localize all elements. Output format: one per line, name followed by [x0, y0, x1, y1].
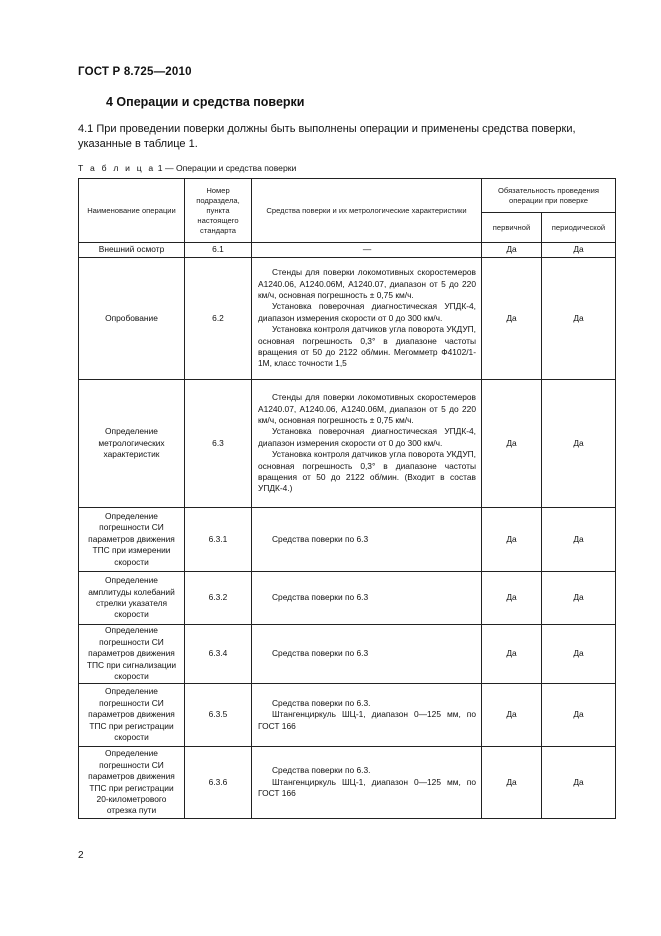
tool-paragraph: Средства поверки по 6.3. — [272, 765, 371, 776]
tool-paragraph: Установка контроля датчиков угла поворота УКДУП, основная погрешность 0,3° в диапазоне частоты вращения от 50 до 2122 об/мин. (Входит в состав УПДК-4.) — [258, 449, 476, 494]
paragraph-4-1: 4.1 При проведении поверки должны быть выполнены операции и применены средства поверки, указанные в таблице 1. — [78, 123, 576, 150]
operation-name-line: Определение — [105, 686, 158, 697]
row-primary-check: Да — [482, 625, 542, 684]
row-section-number: 6.3.5 — [185, 684, 252, 747]
tool-paragraph: Стенды для поверки локомотивных скоростемеров А1240.07, А1240.06, А1240.06М, диапазон от 5 до 220 км/ч, основная погрешность ± 0,75 км/ч. — [258, 392, 476, 425]
tool-paragraph: Средства поверки по 6.3. — [272, 697, 371, 708]
operation-name-line: Определение — [105, 426, 158, 437]
row-section-number: 6.3.2 — [185, 572, 252, 625]
row-section-number: 6.3.1 — [185, 508, 252, 572]
header-tools: Средства поверки и их метрологические характеристики — [252, 179, 482, 243]
table-row — [79, 625, 616, 684]
row-operation-name — [79, 747, 185, 819]
operation-name-line: погрешности СИ параметров движения ТПС при измерении скорости — [88, 522, 175, 567]
tool-paragraph: Средства поверки по 6.3 — [272, 533, 369, 544]
operation-name-line: погрешности СИ параметров движения ТПС при регистрации скорости — [88, 697, 175, 743]
tool-paragraph: Установка контроля датчиков угла поворота УКДУП, основная погрешность 0,3° в диапазоне частоты вращения от 50 до 2122 об/мин. Мегомметр Ф4102/1-1М, класс точности 1,5 — [258, 324, 476, 369]
row-periodic-check: Да — [542, 243, 616, 258]
row-verification-tools — [252, 572, 482, 625]
tool-paragraph: Установка поверочная диагностическая УПДК-4, диапазон измерения скорости от 0 до 300 км/ч. — [258, 301, 476, 323]
table-row — [79, 258, 616, 380]
row-section-number: 6.1 — [185, 243, 252, 258]
header-periodic: периодической — [542, 213, 616, 243]
row-section-number: 6.2 — [185, 258, 252, 380]
document-header: ГОСТ Р 8.725—2010 — [78, 66, 192, 78]
row-operation-name — [79, 625, 185, 684]
row-section-number: 6.3.4 — [185, 625, 252, 684]
row-periodic-check: Да — [542, 625, 616, 684]
row-operation-name — [79, 258, 185, 380]
row-verification-tools — [252, 508, 482, 572]
row-periodic-check: Да — [542, 572, 616, 625]
row-primary-check: Да — [482, 572, 542, 625]
row-section-number: 6.3.6 — [185, 747, 252, 819]
tool-paragraph: Средства поверки по 6.3 — [272, 648, 369, 659]
row-periodic-check: Да — [542, 258, 616, 380]
operation-name-line: Определение — [105, 575, 158, 586]
operation-name-line: Опробование — [105, 312, 158, 323]
section-title: 4 Операции и средства поверки — [106, 95, 305, 109]
row-primary-check: Да — [482, 747, 542, 819]
row-verification-tools — [252, 243, 482, 258]
row-verification-tools — [252, 625, 482, 684]
header-number: Номер подраздела, пункта настоящего стандарта — [185, 179, 252, 243]
tool-paragraph: Средства поверки по 6.3 — [272, 592, 369, 603]
operation-name-line: погрешности СИ параметров движения ТПС при регистрации 20-километрового отрезка пути — [88, 759, 175, 816]
operation-name-line: Определение — [105, 510, 158, 521]
row-verification-tools — [252, 684, 482, 747]
page-number: 2 — [78, 850, 84, 861]
row-operation-name — [79, 243, 185, 258]
table-row — [79, 508, 616, 572]
row-operation-name — [79, 684, 185, 747]
tool-paragraph: Штангенциркуль ШЦ-1, диапазон 0—125 мм, по ГОСТ 166 — [258, 776, 476, 799]
row-section-number: 6.3 — [185, 380, 252, 508]
row-primary-check: Да — [482, 258, 542, 380]
table-row — [79, 572, 616, 625]
operation-name-line: характеристик — [103, 449, 160, 460]
table-caption — [78, 163, 296, 173]
header-primary: первичной — [482, 213, 542, 243]
table-row — [79, 380, 616, 508]
table-caption-prefix: Т а б л и ц а — [78, 163, 156, 173]
row-primary-check: Да — [482, 243, 542, 258]
operations-table — [78, 178, 616, 819]
table-row — [79, 747, 616, 819]
row-operation-name — [79, 572, 185, 625]
row-verification-tools — [252, 380, 482, 508]
header-obligation: Обязательность проведения операции при поверке — [482, 179, 616, 213]
tool-paragraph: Штангенциркуль ШЦ-1, диапазон 0—125 мм, по ГОСТ 166 — [258, 709, 476, 731]
tool-paragraph: Стенды для поверки локомотивных скоростемеров А1240.06, А1240.06М, А1240.07, диапазон от 5 до 220 км/ч, основная погрешность ± 0,75 км/ч. — [258, 267, 476, 300]
table-row — [79, 243, 616, 258]
row-operation-name — [79, 380, 185, 508]
table-row — [79, 684, 616, 747]
operation-name-line: амплитуды колебаний стрелки указателя скорости — [88, 586, 175, 620]
tool-paragraph: — — [362, 244, 372, 255]
row-periodic-check: Да — [542, 508, 616, 572]
operation-name-line: Внешний осмотр — [98, 244, 165, 255]
header-name: Наименование операции — [79, 179, 185, 243]
row-periodic-check: Да — [542, 380, 616, 508]
row-primary-check: Да — [482, 380, 542, 508]
row-verification-tools — [252, 258, 482, 380]
operation-name-line: погрешности СИ параметров движения ТПС при сигнализации скорости — [86, 636, 177, 682]
row-periodic-check: Да — [542, 684, 616, 747]
row-primary-check: Да — [482, 684, 542, 747]
row-operation-name — [79, 508, 185, 572]
table-caption-text: 1 — Операции и средства поверки — [155, 163, 297, 173]
operation-name-line: метрологических — [98, 437, 165, 448]
tool-paragraph: Установка поверочная диагностическая УПДК-4, диапазон измерения скорости от 0 до 300 км/ч. — [258, 426, 476, 448]
row-primary-check: Да — [482, 508, 542, 572]
operation-name-line: Определение — [105, 625, 158, 636]
row-periodic-check: Да — [542, 747, 616, 819]
operation-name-line: Определение — [105, 748, 158, 759]
row-verification-tools — [252, 747, 482, 819]
